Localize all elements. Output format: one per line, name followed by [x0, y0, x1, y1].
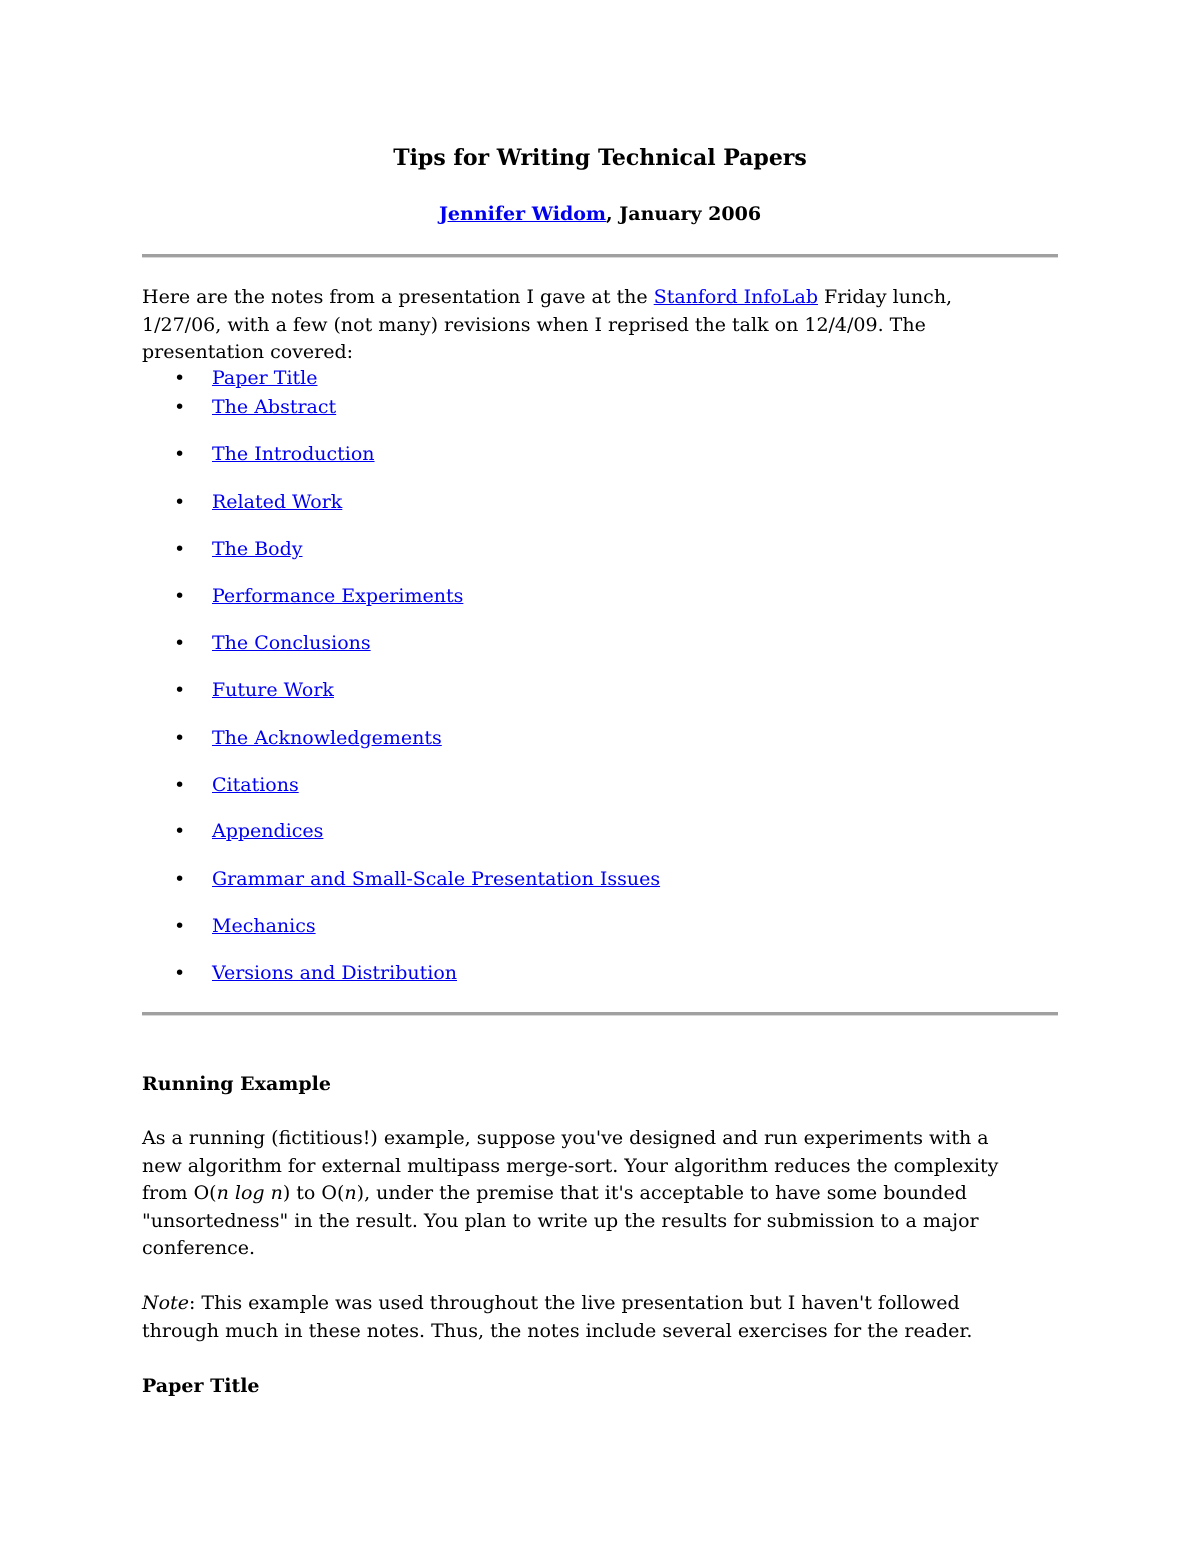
toc-link-appendices[interactable]: Appendices [212, 820, 324, 842]
bottom-divider [142, 1012, 1058, 1016]
toc-link-versions[interactable]: Versions and Distribution [212, 962, 458, 984]
running-example-line1: As a running (fictitious!) example, suppose you've designed and run experiments with a [142, 1127, 989, 1149]
bullet-icon: • [174, 820, 186, 842]
note-line2: through much in these notes. Thus, the notes include several exercises for the reader. [142, 1319, 973, 1342]
intro-text-line2: 1/27/06, with a few (not many) revisions when I reprised the talk on 12/4/09. The [142, 313, 926, 336]
running-example-line3a: from O( [142, 1182, 217, 1204]
bullet-icon: • [174, 538, 186, 560]
intro-text-start: Here are the notes from a presentation I gave at the [142, 286, 654, 308]
bullet-icon: • [174, 367, 186, 389]
bullet-icon: • [174, 396, 186, 418]
bullet-icon: • [174, 491, 186, 513]
running-example-line3c: ), under the premise that it's acceptable to have some bounded [356, 1182, 967, 1204]
toc-link-related-work[interactable]: Related Work [212, 491, 343, 513]
running-example-line4: "unsortedness" in the result. You plan to write up the results for submission to a major [142, 1209, 979, 1232]
bullet-icon: • [174, 727, 186, 749]
bullet-icon: • [174, 585, 186, 607]
bullet-icon: • [174, 443, 186, 465]
bullet-icon: • [174, 632, 186, 654]
toc-link-acknowledgements[interactable]: The Acknowledgements [212, 727, 442, 749]
byline-date: , January 2006 [606, 203, 762, 225]
toc-link-body[interactable]: The Body [212, 538, 303, 560]
toc-link-introduction[interactable]: The Introduction [212, 443, 375, 465]
running-example-line2: new algorithm for external multipass merge-sort. Your algorithm reduces the complexity [142, 1154, 999, 1177]
paper-title-heading: Paper Title [142, 1375, 260, 1397]
toc-link-performance-experiments[interactable]: Performance Experiments [212, 585, 464, 607]
toc-link-abstract[interactable]: The Abstract [212, 396, 337, 418]
toc-link-citations[interactable]: Citations [212, 774, 299, 796]
toc-link-conclusions[interactable]: The Conclusions [212, 632, 371, 654]
note-paragraph [142, 1290, 1032, 1345]
running-example-heading: Running Example [142, 1073, 331, 1095]
page-title: Tips for Writing Technical Papers [393, 145, 807, 171]
intro-text-line1-end: Friday lunch, [817, 286, 953, 308]
running-example-line5: conference. [142, 1237, 256, 1259]
running-example-paragraph [142, 1125, 1032, 1263]
bullet-icon: • [174, 774, 186, 796]
top-divider [142, 254, 1058, 258]
author-link[interactable]: Jennifer Widom [438, 203, 607, 225]
note-line1: : This example was used throughout the live presentation but I haven't followed [188, 1292, 960, 1314]
complexity-n: n [344, 1182, 357, 1204]
stanford-infolab-link[interactable]: Stanford InfoLab [653, 286, 818, 308]
toc-link-future-work[interactable]: Future Work [212, 679, 334, 701]
bullet-icon: • [174, 868, 186, 890]
toc-link-grammar[interactable]: Grammar and Small-Scale Presentation Issues [212, 868, 661, 890]
toc-link-mechanics[interactable]: Mechanics [212, 915, 316, 937]
bullet-icon: • [174, 962, 186, 984]
intro-text-line3: presentation covered: [142, 341, 354, 363]
note-label: Note [142, 1292, 189, 1314]
bullet-icon: • [174, 679, 186, 701]
bullet-icon: • [174, 915, 186, 937]
toc-link-paper-title[interactable]: Paper Title [212, 367, 318, 389]
running-example-line3b: ) to O( [282, 1182, 345, 1204]
complexity-n-log-n: n log n [216, 1182, 283, 1204]
intro-paragraph [142, 284, 1032, 367]
byline [142, 200, 1058, 228]
